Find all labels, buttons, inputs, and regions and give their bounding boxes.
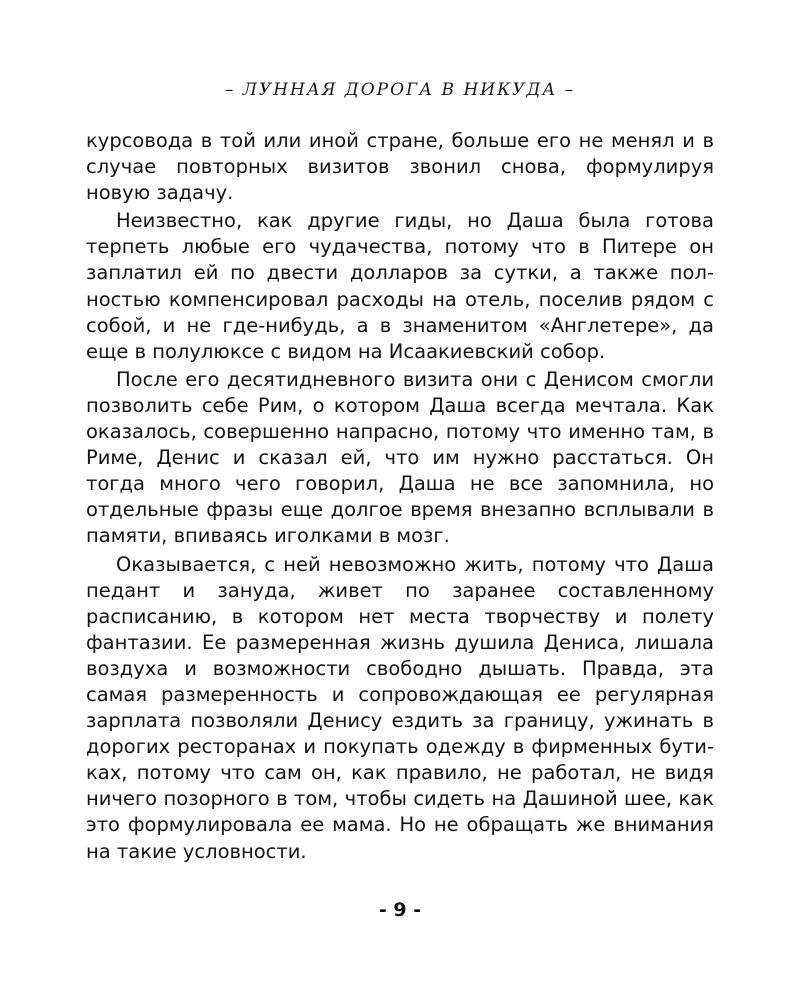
paragraph-continuation: курсовода в той или иной стране, больше его не менял и в случае повторных визитов звонил снова, формулируя новую задачу. [86, 129, 714, 205]
body-text [86, 128, 714, 865]
paragraph: Оказывается, с ней невозможно жить, потому что Даша педант и зануда, живет по заранее составленному расписанию, в котором нет места творчеству и полету фантазии. Ее размеренная жизнь душила Дениса, лишала воздуха и возможности свободно дышать. Правда, эта самая размеренность и сопровождающая ее регулярная зарплата позволяли Денису ездить за границу, ужинать в дорогих ресторанах и покупать одежду в фирменных бутиках, потому что сам он, как правило, не работал, не видя ничего позорного в том, чтобы сидеть на Дашиной шее, как это формулировала ее мама. Но не обращать же внимания на такие условности. [86, 552, 714, 863]
page-number: - 9 - [378, 899, 422, 921]
paragraph: Неизвестно, как другие гиды, но Даша была готова терпеть любые его чудачества, потому что в Питере он заплатил ей по двести долларов за сутки, а также полностью компенсировал расходы на отель, поселив рядом с собой, и не где-нибудь, а в знаменитом «Англетере», да еще в полулюксе с видом на Исаакиевский собор. [86, 209, 714, 363]
paragraph: После его десятидневного визита они с Денисом смогли позволить себе Рим, о котором Даша всегда мечтала. Как оказалось, совершенно напрасно, потому что именно там, в Риме, Денис и сказал ей, что им нужно расстаться. Он тогда много чего говорил, Даша не все запомнила, но отдельные фразы еще долгое время внезапно всплывали в памяти, впиваясь иголками в мозг. [86, 367, 714, 548]
running-header: – ЛУННАЯ ДОРОГА В НИКУДА – [224, 80, 576, 100]
